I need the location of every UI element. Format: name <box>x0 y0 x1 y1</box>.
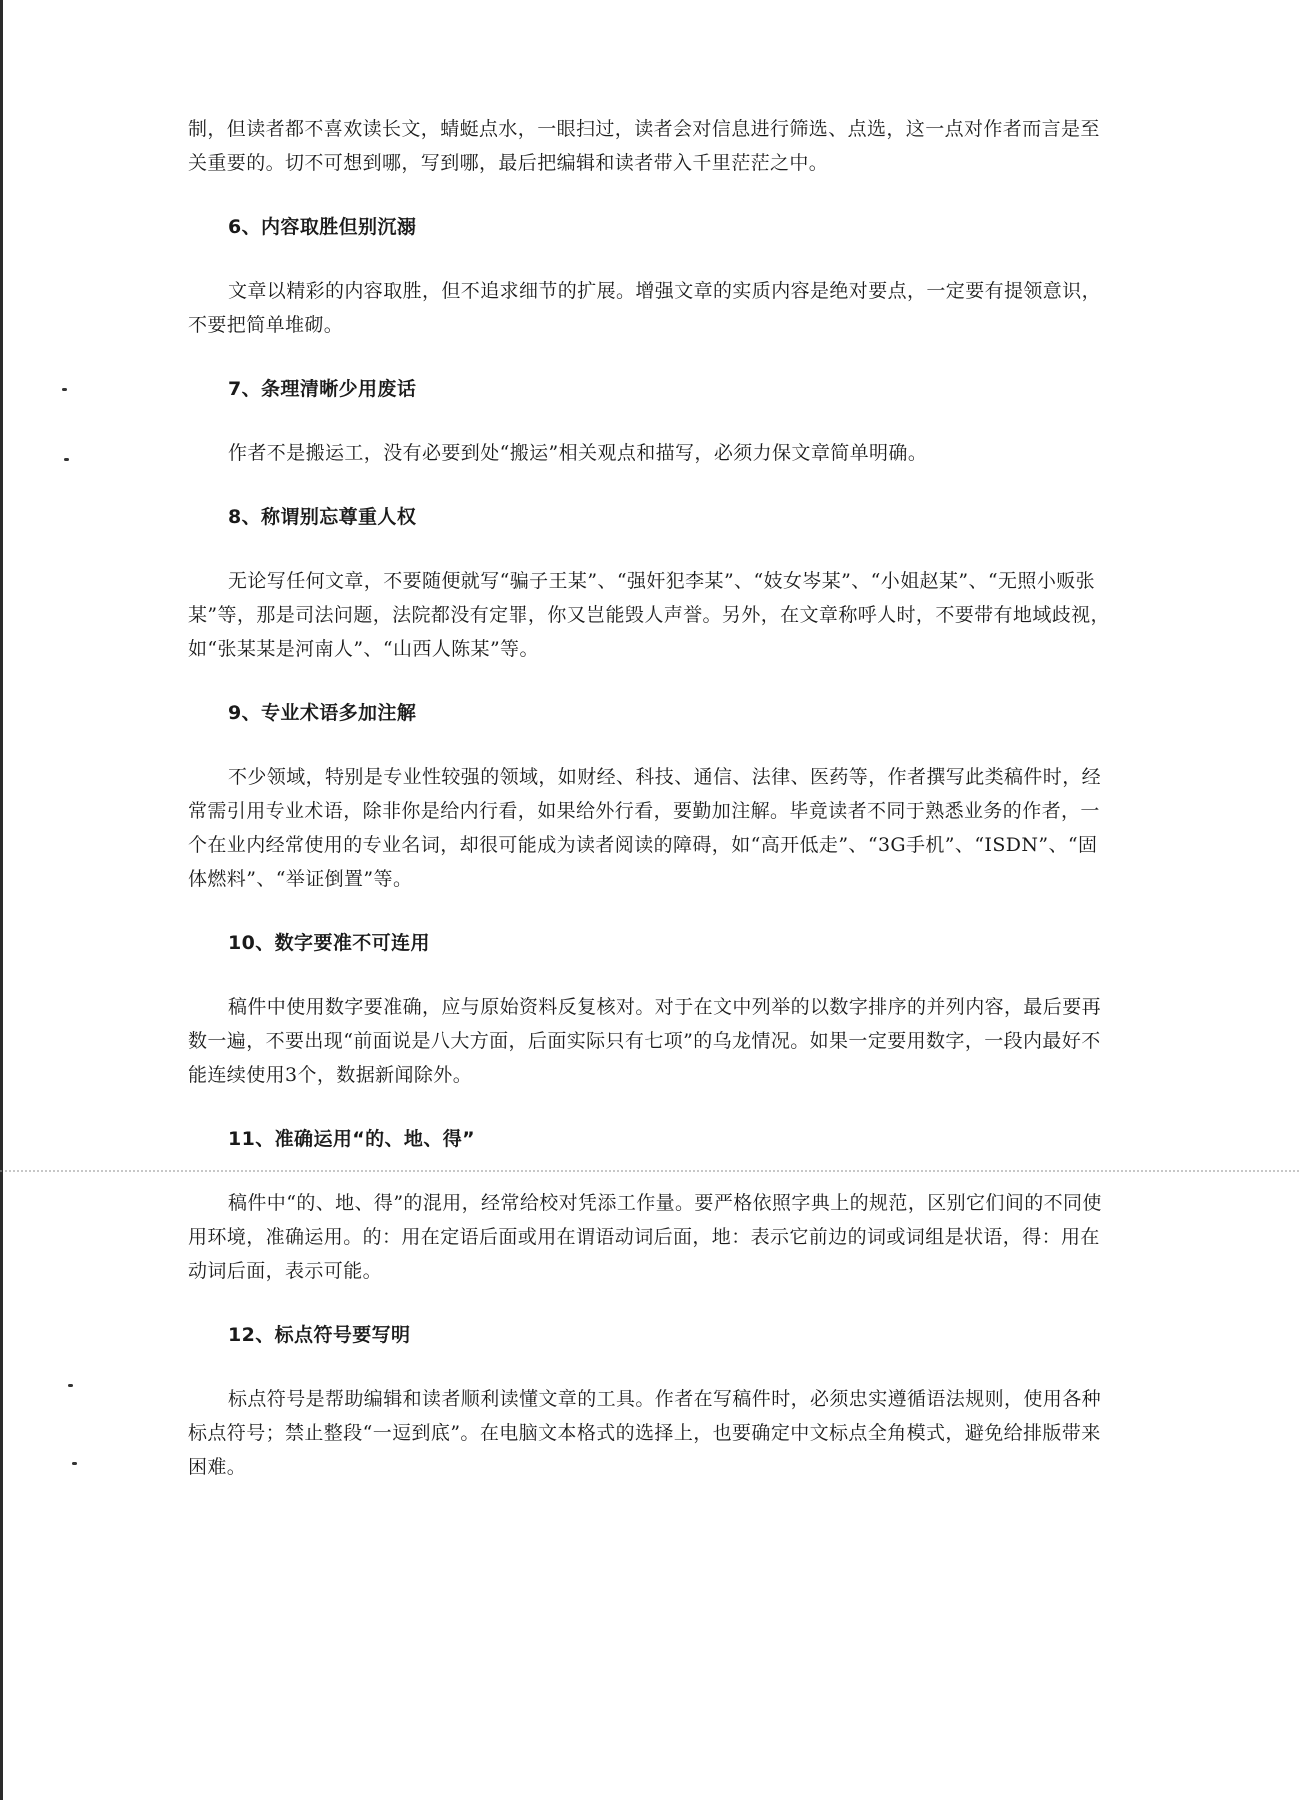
section-heading-9: 9、专业术语多加注解 <box>228 702 417 724</box>
scan-speck <box>68 1384 73 1387</box>
section-heading-11: 11、准确运用“的、地、得” <box>228 1128 476 1150</box>
section-heading-12: 12、标点符号要写明 <box>228 1324 411 1346</box>
section-heading-7: 7、条理清晰少用废话 <box>228 378 417 400</box>
intro-paragraph: 制，但读者都不喜欢读长文，蜻蜓点水，一眼扫过，读者会对信息进行筛选、点选，这一点对作者而言是至关重要的。切不可想到哪，写到哪，最后把编辑和读者带入千里茫茫之中。 <box>188 118 1100 174</box>
section-body-10: 稿件中使用数字要准确，应与原始资料反复核对。对于在文中列举的以数字排序的并列内容，最后要再数一遍，不要出现“前面说是八大方面，后面实际只有七项”的乌龙情况。如果一定要用数字，一段内最好不能连续使用3个，数据新闻除外。 <box>188 996 1102 1086</box>
section-body-8: 无论写任何文章，不要随便就写“骗子王某”、“强奸犯李某”、“妓女岑某”、“小姐赵某”、“无照小贩张某”等，那是司法问题，法院都没有定罪，你又岂能毁人声誉。另外，在文章称呼人时，不要带有地域歧视，如“张某某是河南人”、“山西人陈某”等。 <box>188 570 1110 660</box>
section-body-12: 标点符号是帮助编辑和读者顺利读懂文章的工具。作者在写稿件时，必须忠实遵循语法规则，使用各种标点符号；禁止整段“一逗到底”。在电脑文本格式的选择上，也要确定中文标点全角模式，避免给排版带来困难。 <box>188 1388 1102 1478</box>
section-heading-8: 8、称谓别忘尊重人权 <box>228 506 417 528</box>
section-body-11: 稿件中“的、地、得”的混用，经常给校对凭添工作量。要严格依照字典上的规范，区别它们间的不同使用环境，准确运用。的：用在定语后面或用在谓语动词后面，地：表示它前边的词或词组是状语，得：用在动词后面，表示可能。 <box>188 1192 1102 1282</box>
section-body-9: 不少领域，特别是专业性较强的领域，如财经、科技、通信、法律、医药等，作者撰写此类稿件时，经常需引用专业术语，除非你是给内行看，如果给外行看，要勤加注解。毕竟读者不同于熟悉业务的作者，一个在业内经常使用的专业名词，却很可能成为读者阅读的障碍，如“高开低走”、“3G手机”、“ISDN”、“固体燃料”、“举证倒置”等。 <box>188 766 1102 890</box>
section-body-6: 文章以精彩的内容取胜，但不追求细节的扩展。增强文章的实质内容是绝对要点，一定要有提领意识，不要把简单堆砌。 <box>188 280 1102 336</box>
scan-speck <box>72 1462 77 1465</box>
scan-edge-shadow <box>0 0 3 1800</box>
document-body <box>188 112 1113 1484</box>
section-body-7: 作者不是搬运工，没有必要到处“搬运”相关观点和描写，必须力保文章简单明确。 <box>228 442 928 464</box>
scan-speck <box>62 388 67 391</box>
scan-speck <box>64 458 69 461</box>
section-heading-10: 10、数字要准不可连用 <box>228 932 430 954</box>
section-heading-6: 6、内容取胜但别沉溺 <box>228 216 417 238</box>
